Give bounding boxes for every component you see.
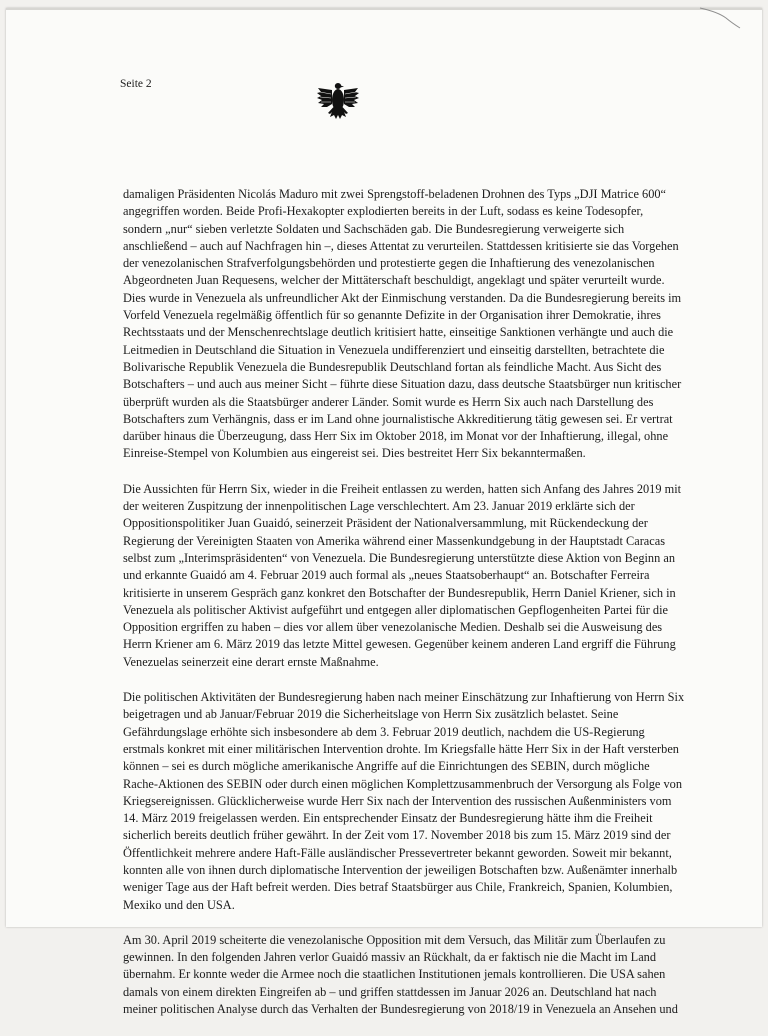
text-line: Bolivarische Republik Venezuela die Bundesrepublik Deutschland fortan als feindliche Macht. Aus Sicht des	[123, 359, 662, 374]
text-line: übernahm. Er konnte weder die Armee noch die staatlichen Institutionen jemals kontrollieren. Die USA sahen	[123, 967, 666, 982]
text-line: Venezuelas seinerzeit eine derart ernste Maßnahme.	[123, 654, 379, 669]
text-line: meiner politischen Analyse durch das Verhalten der Bundesregierung von 2018/19 in Venezuela an Ansehen und	[123, 1002, 678, 1017]
text-line: darüber hinaus die Überzeugung, dass Herr Six im Oktober 2018, im Monat vor der Inhaftierung, illegal, ohne	[123, 429, 669, 444]
text-line: Dies wurde in Venezuela als unfreundlicher Akt der Einmischung verstanden. Da die Bundesregierung bereits im	[123, 290, 682, 305]
text-line: Einreise-Stempel von Kolumbien aus eingereist sei. Dies bestreitet Herr Six bekanntermaßen.	[123, 446, 586, 461]
text-line: Rache-Aktionen des SEBIN oder durch einen möglichen Komplettzusammenbruch der Versorgung als Folge von	[123, 776, 682, 791]
page-corner-fold	[700, 8, 740, 30]
text-line: gewinnen. In den folgenden Jahren verlor Guaidó massiv an Rückhalt, da er faktisch nie die Macht im Land	[123, 950, 657, 965]
text-line: anschließend – auch auf Nachfragen hin –, dieses Attentat zu verurteilen. Stattdessen kritisierte sie das Vorgehen	[123, 238, 679, 253]
text-line: können – sei es durch mögliche amerikanische Angriffe auf die Einrichtungen des SEBIN, durch mögliche	[123, 759, 650, 774]
text-line: Die politischen Aktivitäten der Bundesregierung haben nach meiner Einschätzung zur Inhaftierung von Herrn Six	[123, 690, 685, 705]
text-line: beigetragen und ab Januar/Februar 2019 die Sicherheitslage von Herrn Six zusätzlich belastet. Seine	[123, 707, 619, 722]
text-line: Botschafters zum Verhängnis, dass er im Land ohne journalistische Akkreditierung tätig gewesen sei. Er vertrat	[123, 411, 673, 426]
text-line: Venezuela als politischer Aktivist aufgeführt und entgegen aller diplomatischen Gepflogenheiten Partei für die	[123, 602, 669, 617]
text-line: sicherlich bereits deutlich früher gewährt. In der Zeit vom 17. November 2018 bis zum 15. März 2019 sind der	[123, 828, 671, 843]
letter-body	[123, 186, 715, 1036]
text-line: sondern „nur“ sieben verletzte Soldaten und Sachschäden gab. Die Bundesregierung verweigerte sich	[123, 221, 625, 236]
text-line: der venezolanischen Strafverfolgungsbehörden und protestierte gegen die Inhaftierung des venezolanischen	[123, 256, 655, 271]
text-line: der weiteren Zuspitzung der innenpolitischen Lage verschlechtert. Am 23. Januar 2019 erklärte sich der	[123, 499, 635, 514]
document-page	[6, 8, 762, 1017]
page-number-label: Seite 2	[120, 78, 152, 90]
text-line: damals von einem direkten Eingreifen ab – und griffen stattdessen im Januar 2026 an. Deutschland hat nach	[123, 984, 657, 999]
text-line: Opposition ergriffen zu haben – dies vor allem über venezolanische Medien. Deshalb sei die Ausweisung des	[123, 620, 663, 635]
text-line: Die Aussichten für Herrn Six, wieder in die Freiheit entlassen zu werden, hatten sich Anfang des Jahres 2019 mit	[123, 481, 682, 496]
text-line: 14. März 2019 freigelassen werden. Ein entsprechender Einsatz der Bundesregierung hätte ihm die Freiheit	[123, 811, 653, 826]
text-line: Regierung der Vereinigten Staaten von Amerika während einer Massenkundgebung in der Hauptstadt Caracas	[123, 533, 666, 548]
text-line: Abgeordneten Juan Requesens, welcher der Mittäterschaft beschuldigt, angeklagt und später verurteilt wurde.	[123, 273, 665, 288]
text-line: Leitmedien in Deutschland die Situation in Venezuela undifferenziert und einseitig darstellten, betrachtete die	[123, 342, 665, 357]
paragraph-1	[123, 186, 715, 463]
text-line: erstmals konkret mit einer militärischen Intervention drohte. Im Kriegsfalle hätte Herr Six in der Haft versterben	[123, 741, 679, 756]
text-line: Vorfeld Venezuela regelmäßig öffentlich für so genannte Defizite in der Organisation ihrer Demokratie, ihres	[123, 308, 661, 323]
text-line: Öffentlichkeit mehrere andere Haft-Fälle ausländischer Pressevertreter bekannt geworden. Soweit mir bekannt,	[123, 845, 672, 860]
paragraph-3	[123, 689, 715, 914]
text-line: Mexiko und den USA.	[123, 897, 235, 912]
text-line: Am 30. April 2019 scheiterte die venezolanische Opposition mit dem Versuch, das Militär zum Überlaufen zu	[123, 932, 666, 947]
text-line: selbst zum „Interimspräsidenten“ von Venezuela. Die Bundesregierung unterstützte diese Aktion von Beginn an	[123, 550, 676, 565]
paragraph-2	[123, 481, 715, 671]
text-line: Kriegsereignissen. Glücklicherweise wurde Herr Six nach der Intervention des russischen Außenministers vom	[123, 793, 672, 808]
page-edge	[6, 8, 762, 10]
text-line: damaligen Präsidenten Nicolás Maduro mit zwei Sprengstoff-beladenen Drohnen des Typs „DJI Matrice 600“	[123, 187, 667, 201]
text-line: Rechtsstaats und der Menschenrechtslage deutlich kritisiert hatte, einseitige Sanktionen verhängte und auch die	[123, 325, 674, 340]
text-line: kritisierte in unserem Gespräch ganz konkret den Botschafter der Bundesrepublik, Herrn Daniel Kriener, sich in	[123, 585, 676, 600]
text-line: Oppositionspolitiker Juan Guaidó, seinerzeit Präsident der Nationalversammlung, mit Rückendeckung der	[123, 516, 648, 531]
text-line: angegriffen worden. Beide Profi-Hexakopter explodierten bereits in der Luft, sodass es keine Todesopfer,	[123, 204, 644, 219]
paragraph-4	[123, 932, 715, 1018]
text-line: konnten alle von ihnen durch diplomatische Intervention der jeweiligen Botschaften bzw. Außenämter innerhalb	[123, 862, 678, 877]
text-line: Herrn Kriener am 6. März 2019 das letzte Mittel gewesen. Gegenüber keinem anderen Land ergriff die Führung	[123, 637, 676, 652]
text-line: und erkannte Guaidó am 4. Februar 2019 auch formal als „neues Staatsoberhaupt“ an. Botschafter Ferreira	[123, 568, 650, 583]
text-line: weniger Tage aus der Haft befreit werden. Dies betraf Staatsbürger aus Chile, Frankreich, Spanien, Kolumbien,	[123, 880, 673, 895]
text-line: überprüft wurden als die Staatsbürger anderer Länder. Somit wurde es Herrn Six auch nach Darstellung des	[123, 394, 654, 409]
federal-eagle-icon	[315, 80, 361, 122]
text-line: Gefährdungslage erhöhte sich insbesondere ab dem 3. Februar 2019 deutlich, nachdem die US-Regierung	[123, 724, 645, 739]
text-line: Botschafters – und auch aus meiner Sicht – führte diese Situation dazu, dass deutsche Staatsbürger nun kritischer	[123, 377, 682, 392]
